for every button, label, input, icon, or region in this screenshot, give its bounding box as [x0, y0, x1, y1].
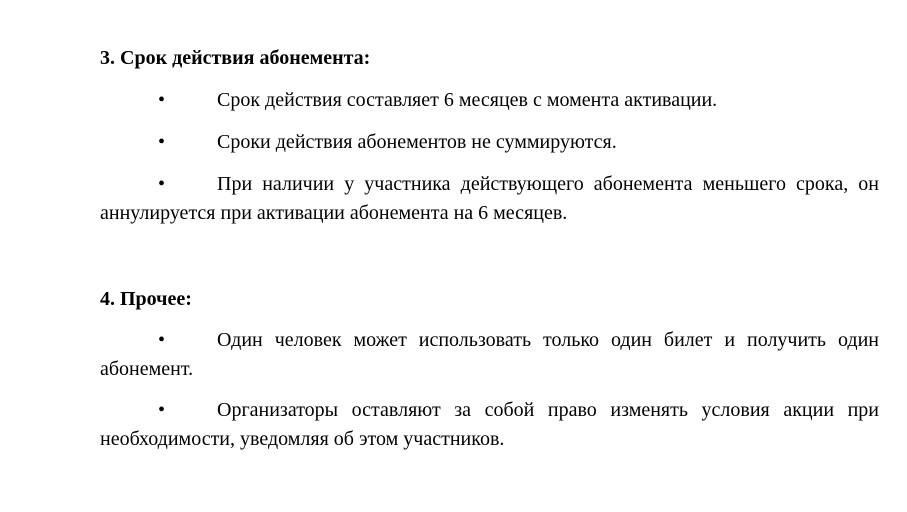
bullet-icon: •: [158, 399, 166, 421]
list-item-text: При наличии у участника действующего абонемента меньшего срока, он аннулируется при активации абонемента на 6 месяцев.: [100, 173, 879, 224]
list-item-text: Один человек может использовать только один билет и получить один абонемент.: [100, 329, 879, 380]
list-item: [100, 326, 879, 384]
list-item-text: Организаторы оставляют за собой право изменять условия акции при необходимости, уведомляя об этом участников.: [100, 399, 879, 450]
bullet-icon: •: [158, 131, 166, 153]
bullet-icon: •: [158, 329, 166, 351]
document-page: [100, 44, 879, 454]
bullet-icon: •: [158, 173, 166, 195]
list-item: [100, 396, 879, 454]
list-item: [100, 170, 879, 228]
section-heading-validity: 3. Срок действия абонемента:: [100, 47, 371, 69]
list-item-text: Сроки действия абонементов не суммируются.: [217, 131, 617, 153]
section-heading-other: 4. Прочее:: [100, 288, 192, 310]
list-item-text: Срок действия составляет 6 месяцев с момента активации.: [217, 89, 718, 111]
list-item: [100, 128, 879, 157]
list-item: [100, 86, 879, 115]
bullet-icon: •: [158, 89, 166, 111]
